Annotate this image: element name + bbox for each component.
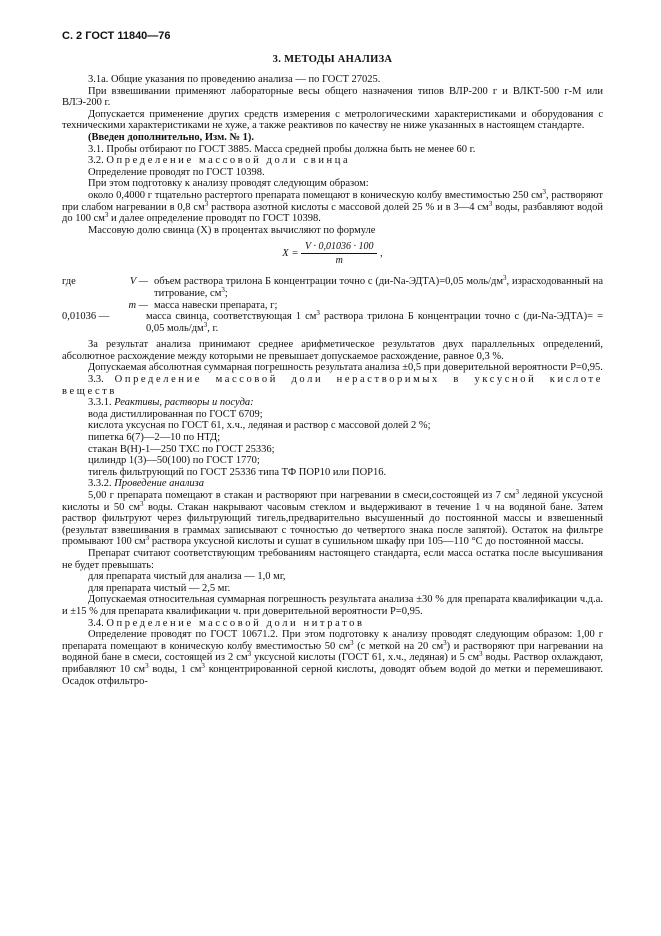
- para-3-1a-other-means: Допускается применение других средств измерения с метрологическими характеристиками и оборудования с техническими характеристиками не хуже, а также реактивов по качеству не ниже указанных в настоящем стандарте.: [62, 108, 603, 132]
- para-3-1-sampling: 3.1. Пробы отбирают по ГОСТ 3885. Масса средней пробы должна быть не менее 60 г.: [88, 143, 476, 155]
- limit-pure: для препарата чистый — 2,5 мг.: [88, 582, 231, 594]
- reagent-item: вода дистиллированная по ГОСТ 6709;: [88, 408, 263, 420]
- para-3-2-formula-intro: Массовую долю свинца (X) в процентах вычисляют по формуле: [88, 224, 376, 236]
- para-3-3-2-error: Допускаемая относительная суммарная погрешность результата анализа ±30 % для препарата квалификации ч.д.а. и ±15 % для препарата квалификации ч. при доверительной вероятности P=0,95.: [62, 594, 603, 617]
- para-3-3-heading: 3.3. Определение массовой доли нерастворимых в уксусной кислоте веществ: [62, 374, 603, 397]
- para-3-3-1-heading: 3.3.1. Реактивы, растворы и посуда:: [88, 397, 254, 409]
- para-3-2-result: За результат анализа принимают среднее арифметическое результатов двух параллельных определений, абсолютное расхождение между которыми не превышает допускаемое расхождение, равное 0,3 %.: [62, 339, 603, 362]
- para-3-2-error: Допускаемая абсолютная суммарная погрешность результата анализа ±0,5 при доверительной вероятности P=0,95.: [88, 362, 603, 374]
- page-header: С. 2 ГОСТ 11840—76: [62, 30, 171, 42]
- reagent-item: кислота уксусная по ГОСТ 61, х.ч., ледяная и раствор с массовой долей 2 %;: [88, 420, 431, 432]
- formula-numerator: V · 0,01036 · 100: [301, 241, 377, 254]
- reagent-item: цилиндр 1(3)—50(100) по ГОСТ 1770;: [88, 455, 260, 467]
- para-3-2-prep: около 0,4000 г тщательно растертого препарата помещают в коническую колбу вместимостью 250 $см^3$, растворяют при слабом нагревании в 0,8 $см^3$ раствора азотной кислоты с массовой долей 25 % и в 3—4 $см^3$ воды, разбавляют водой до 100 $см^3$ и далее определение проводят по ГОСТ 10398.: [62, 187, 604, 225]
- lead-title: Определение массовой доли свинца: [106, 155, 351, 167]
- para-3-3-2-criteria: Препарат считают соответствующим требованиям настоящего стандарта, если масса остатка после высушивания не будет превышать:: [62, 547, 603, 571]
- amendment-note: (Введен дополнительно, Изм. № 1).: [88, 131, 255, 143]
- para-3-3-2-heading: 3.3.2. Проведение анализа: [88, 478, 205, 490]
- formula-lhs: X =: [282, 248, 299, 260]
- para-3-2-method: Определение проводят по ГОСТ 10398.: [88, 166, 265, 178]
- para-3-4-procedure: Определение проводят по ГОСТ 10671.2. При этом подготовку к анализу проводят следующим образом: 1,00 г препарата помещают в коническую колбу вместимостью 50 $см^3$ (с меткой на 20 $см^3$) и растворяют при нагревании на водяной бане в смеси, состоящей из 2 $см^3$ уксусной кислоты (ГОСТ 61, х.ч., ледяная) и 5 $см^3$ воды. Раствор охлаждают, прибавляют 10 $см^3$ воды, 1 $см^3$ концентрированной серной кислоты, доводят объем водой до метки и перемешивают. Осадок отфильтро-: [62, 629, 603, 687]
- lead-formula: X = $\frac{V \cdot 0,01036 \cdot 100}{m}$ ,: [282, 241, 383, 267]
- limit-analytical: для препарата чистый для анализа — 1,0 мг,: [88, 571, 286, 583]
- para-3-3-2-procedure: 5,00 г препарата помещают в стакан и растворяют при нагревании в смеси,состоящей из 7 $см^3$ ледяной уксусной кислоты и 50 $см^3$ воды. Стакан накрывают часовым стеклом и выдерживают в течение 1 ч на водяной бане. Затем раствор фильтруют через фильтрующий тигель,предварительно высушенный до постоянной массы и взвешенный (результат взвешивания в граммах записывают с точностью до четвертого знака после запятой). Остаток на фильтре промывают 100 $см^3$ раствора уксусной кислоты и сушат в сушильном шкафу при 105—110 °С до постоянной массы.: [62, 488, 603, 548]
- insolubles-title: Определение массовой доли нерастворимых в уксусной кислоте веществ: [62, 374, 603, 397]
- formula-denominator: m: [335, 255, 343, 267]
- definition-v: где V — объем раствора трилона Б концентрации точно c (ди-Na-ЭДТА)=0,05 моль/$дм^3$, израсходованный на титрование, $см^3$;: [62, 274, 604, 299]
- para-3-1a-scales: При взвешивании применяют лабораторные весы общего назначения типов ВЛР-200 г и ВЛКТ-500 г-М или ВЛЭ-200 г.: [62, 85, 603, 109]
- para-3-2-heading: 3.2. Определение массовой доли свинца: [88, 155, 351, 167]
- para-3-4-heading: 3.4. Определение массовой доли нитратов: [88, 617, 365, 629]
- para-3-2-prep-intro: При этом подготовку к анализу проводят следующим образом:: [88, 178, 369, 190]
- reagent-item: тигель фильтрующий по ГОСТ 25336 типа ТФ ПОР10 или ПОР16.: [88, 466, 387, 478]
- definition-m: m — масса навески препарата, г;: [128, 299, 278, 311]
- document-page: [62, 30, 603, 687]
- para-3-1a-general: 3.1а. Общие указания по проведению анализа — по ГОСТ 27025.: [88, 74, 381, 85]
- definition-constant: 0,01036 — масса свинца, соответствующая 1 $см^3$ раствора трилона Б концентрации точно c (ди-Na-ЭДТА)= = 0,05 моль/$дм^3$, г.: [62, 309, 603, 334]
- section-title: 3. МЕТОДЫ АНАЛИЗА: [272, 54, 393, 65]
- reagent-item: стакан В(Н)-1—250 ТХС по ГОСТ 25336;: [88, 443, 275, 455]
- reagent-item: пипетка 6(7)—2—10 по НТД;: [88, 432, 221, 444]
- formula-fraction: [301, 241, 377, 266]
- nitrates-title: Определение массовой доли нитратов: [106, 617, 365, 629]
